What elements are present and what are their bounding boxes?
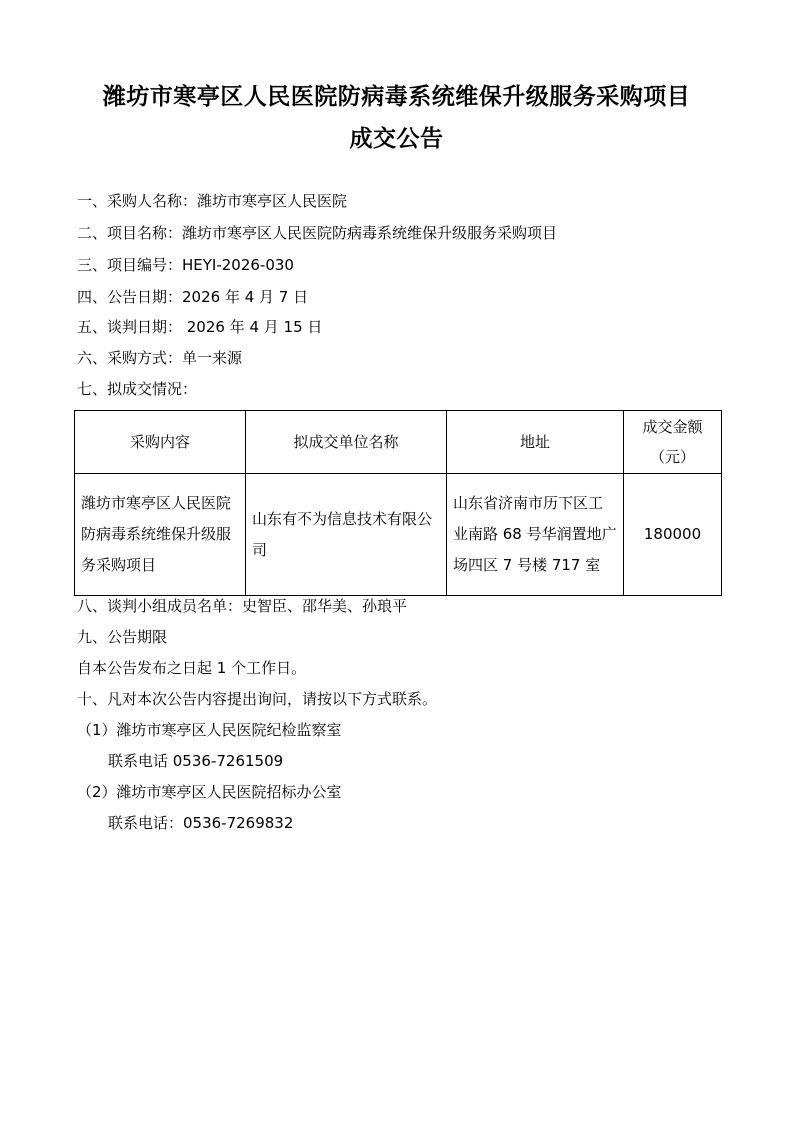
- inquiry-instructions: 十、凡对本次公告内容提出询问，请按以下方式联系。: [77, 690, 438, 708]
- announcement-period-heading: 九、公告期限: [77, 628, 168, 646]
- header-address: 地址: [447, 411, 624, 474]
- procurement-method: 六、采购方式：单一来源: [77, 349, 243, 367]
- contact-2-phone: 联系电话：0536-7269832: [108, 814, 294, 832]
- header-company: 拟成交单位名称: [246, 411, 447, 474]
- document-title: 潍坊市寒亭区人民医院防病毒系统维保升级服务采购项目: [102, 83, 691, 110]
- panel-members: 八、谈判小组成员名单：史智臣、邵华美、孙琅平: [77, 597, 408, 615]
- table-row: [75, 474, 722, 596]
- announcement-date: 四、公告日期：2026 年 4 月 7 日: [77, 288, 309, 306]
- project-number: 三、项目编号：HEYI-2026-030: [77, 256, 294, 274]
- announcement-period: 自本公告发布之日起 1 个工作日。: [77, 659, 307, 677]
- document-subtitle: 成交公告: [349, 125, 444, 152]
- negotiation-date: 五、谈判日期： 2026 年 4 月 15 日: [77, 318, 323, 336]
- project-name: 二、项目名称：潍坊市寒亭区人民医院防病毒系统维保升级服务采购项目: [77, 224, 558, 242]
- contact-2-office: （2）潍坊市寒亭区人民医院招标办公室: [77, 783, 342, 801]
- cell-amount: 180000: [624, 474, 722, 596]
- header-amount: 成交金额（元）: [624, 411, 722, 474]
- cell-company: 山东有不为信息技术有限公司: [246, 474, 447, 596]
- purchaser-name: 一、采购人名称：潍坊市寒亭区人民医院: [77, 192, 348, 210]
- table-header-row: [75, 411, 722, 474]
- award-section-heading: 七、拟成交情况：: [77, 380, 198, 398]
- award-table: [74, 410, 722, 596]
- header-content: 采购内容: [75, 411, 246, 474]
- cell-content: 潍坊市寒亭区人民医院防病毒系统维保升级服务采购项目: [75, 474, 246, 596]
- contact-1-office: （1）潍坊市寒亭区人民医院纪检监察室: [77, 721, 342, 739]
- contact-1-phone: 联系电话 0536-7261509: [108, 752, 284, 770]
- cell-address: 山东省济南市历下区工业南路 68 号华润置地广场四区 7 号楼 717 室: [447, 474, 624, 596]
